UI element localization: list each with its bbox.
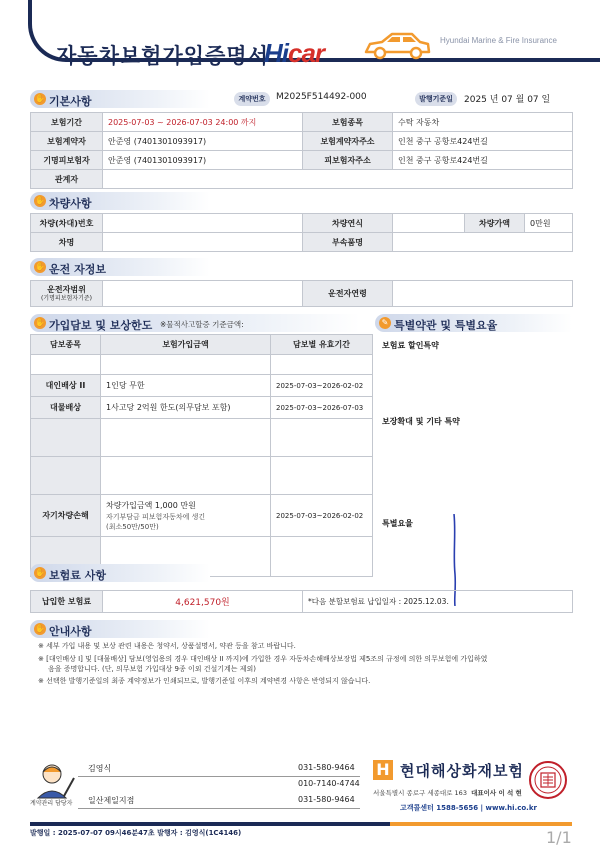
coverage-name: 자기차량손해 (31, 495, 101, 537)
agent-phone-1: 031-580-9464 (298, 763, 355, 772)
car-name-value (103, 233, 303, 252)
table-row (31, 113, 573, 132)
table-row (31, 214, 573, 233)
driver-table (30, 280, 573, 307)
divider (78, 808, 360, 809)
notice-line-1: ※ 세부 가입 내용 및 보상 관련 내용은 청약서, 상품설명서, 약관 등을 참고 바랍니다. (38, 642, 296, 650)
basic-section-header: ✋ 기본사항 (30, 90, 210, 108)
hand-icon: ✋ (35, 196, 45, 205)
notice-line-2: ※ [대인배상 I] 및 [대물배상] 담보(영업용의 경우 대인배상 II 까지)에 가입한 경우 자동차손해배상보장법 제5조의 규정에 의한 의무보험에 가입하였 (38, 655, 488, 663)
driver-age-label: 운전자연령 (303, 281, 393, 307)
paid-premium-value: 4,621,570원 (103, 591, 303, 613)
plate-label: 차량(차대)번호 (31, 214, 103, 233)
table-row (31, 170, 573, 189)
document-title: 자동차보험가입증명서 (56, 44, 269, 68)
driver-range-value (103, 281, 303, 307)
table-row (31, 397, 373, 419)
coverage-period: 2025-07-03~2026-07-03 (271, 397, 373, 419)
hand-icon: ✋ (35, 262, 45, 271)
table-row (31, 132, 573, 151)
issue-info: 발행일 : 2025-07-07 09시46분47초 발행자 : 김영식(1C4146) (30, 829, 242, 837)
agent-mobile: 010-7140-4744 (298, 779, 360, 788)
agent-phone-2: 031-580-9464 (298, 795, 355, 804)
paid-premium-label: 납입한 보험료 (31, 591, 103, 613)
hand-icon: ✋ (35, 94, 45, 103)
vehicle-table (30, 213, 573, 252)
coverage-section-header: ✋ 가입담보 및 보상한도 ※물적사고할증 기준금액: (30, 314, 360, 332)
car-icon (362, 30, 432, 62)
table-row (31, 355, 373, 375)
plate-value (103, 214, 303, 233)
coverage-period: 2025-07-03~2026-02-02 (271, 495, 373, 537)
table-row (31, 151, 573, 170)
coverage-name: 대물배상 (31, 397, 101, 419)
hand-icon: ✋ (35, 624, 45, 633)
hand-icon: ✋ (35, 318, 45, 327)
footer-bar-accent (390, 822, 572, 826)
company-seal-icon (528, 760, 568, 800)
premium-table (30, 590, 573, 613)
col-header-coverage: 담보종목 (31, 335, 101, 355)
car-name-label: 차명 (31, 233, 103, 252)
agent-branch: 일산제일지점 (88, 796, 135, 805)
divider (78, 776, 360, 777)
hand-icon: ✋ (35, 568, 45, 577)
company-callcenter: 고객콜센터 1588-5656 | www.hi.co.kr (400, 804, 537, 812)
contract-no-value: M2025F514492-000 (276, 92, 367, 102)
insured-address-value: 인천 중구 공항로424번길 (393, 151, 573, 170)
issue-date-label: 발행기준일 (415, 92, 457, 106)
related-party-label: 관계자 (31, 170, 103, 189)
coverage-period: 2025-07-03~2026-02-02 (271, 375, 373, 397)
vehicle-section-header: ✋ 차량사항 (30, 192, 210, 210)
issue-date-value: 2025 년 07 월 07 일 (464, 95, 551, 105)
table-row (31, 281, 573, 307)
special-section-header: ✎ 특별약관 및 특별요율 (375, 314, 572, 332)
company-name: 현대해상화재보험 (400, 762, 524, 780)
basic-info-table (30, 112, 573, 189)
table-row (31, 457, 373, 495)
notice-line-4: ※ 선택한 발행기준일의 최종 계약정보가 인쇄되므로, 발행기준일 이후의 계약변경 사항은 반영되지 않습니다. (38, 677, 371, 685)
coverage-amount: 차량가입금액 1,000 만원 자기부담금 피보험자동차에 생긴 (최소50만/50만) (101, 495, 271, 537)
coverage-table (30, 334, 373, 577)
policyholder-value: 안준영 (7401301093917) (103, 132, 303, 151)
table-row (31, 419, 373, 457)
special-rate-item: 특별요율 (382, 519, 413, 528)
table-row (31, 495, 373, 537)
year-value (393, 214, 465, 233)
col-header-amount: 보험가입금액 (101, 335, 271, 355)
hicar-logo: Hicar (264, 38, 325, 68)
price-label: 차량가액 (465, 214, 525, 233)
coverage-name: 대인배상 II (31, 375, 101, 397)
col-header-period: 담보별 유효기간 (271, 335, 373, 355)
policyholder-address-value: 인천 중구 공항로424번길 (393, 132, 573, 151)
document-icon: ✎ (379, 317, 391, 329)
next-installment-note: *다음 분할보험료 납입일자 : 2025.12.03. (303, 591, 573, 613)
period-value: 2025-07-03 ~ 2026-07-03 24:00 까지 (103, 113, 303, 132)
contract-no-label: 계약번호 (234, 92, 270, 106)
company-english-name: Hyundai Marine & Fire Insurance (440, 36, 557, 45)
parts-value (393, 233, 573, 252)
agent-caption: 계약관리 담당자 (30, 800, 73, 807)
table-row (31, 375, 373, 397)
coverage-amount: 1인당 무한 (101, 375, 271, 397)
insured-address-label: 피보험자주소 (303, 151, 393, 170)
parts-label: 부속품명 (303, 233, 393, 252)
notice-section-header: ✋ 안내사항 (30, 620, 210, 638)
policyholder-label: 보험계약자 (31, 132, 103, 151)
driver-section-header: ✋ 운전 자정보 (30, 258, 210, 276)
damage-surcharge-note: ※물적사고할증 기준금액: (160, 320, 244, 329)
year-label: 차량연식 (303, 214, 393, 233)
special-extension-item: 보장확대 및 기타 특약 (382, 417, 460, 426)
table-row (31, 591, 573, 613)
notice-line-3: 음을 증명합니다. (단, 의무보험 가입대상 9종 이외 건설기계는 제외) (48, 665, 256, 673)
table-row (31, 233, 573, 252)
special-discount-item: 보험료 할인특약 (382, 341, 439, 350)
product-value: 수탁 자동차 (393, 113, 573, 132)
period-label: 보험기간 (31, 113, 103, 132)
policyholder-address-label: 보험계약자주소 (303, 132, 393, 151)
insured-label: 기명피보험자 (31, 151, 103, 170)
page-number: 1/1 (546, 828, 572, 847)
driver-age-value (393, 281, 573, 307)
insured-value: 안준영 (7401301093917) (103, 151, 303, 170)
company-logo: H (373, 760, 393, 780)
driver-range-label: 운전자범위 (기명피보험자기준) (31, 281, 103, 307)
price-value: 0만원 (525, 214, 573, 233)
product-label: 보험종목 (303, 113, 393, 132)
agent-name: 김영식 (88, 764, 112, 773)
premium-section-header: ✋ 보험료 사항 (30, 564, 210, 582)
company-address: 서울특별시 종로구 세종대로 163 대표이사 이 석 현 (373, 789, 522, 797)
related-party-value (103, 170, 573, 189)
table-header-row (31, 335, 373, 355)
coverage-amount: 1사고당 2억원 한도(의무담보 포함) (101, 397, 271, 419)
